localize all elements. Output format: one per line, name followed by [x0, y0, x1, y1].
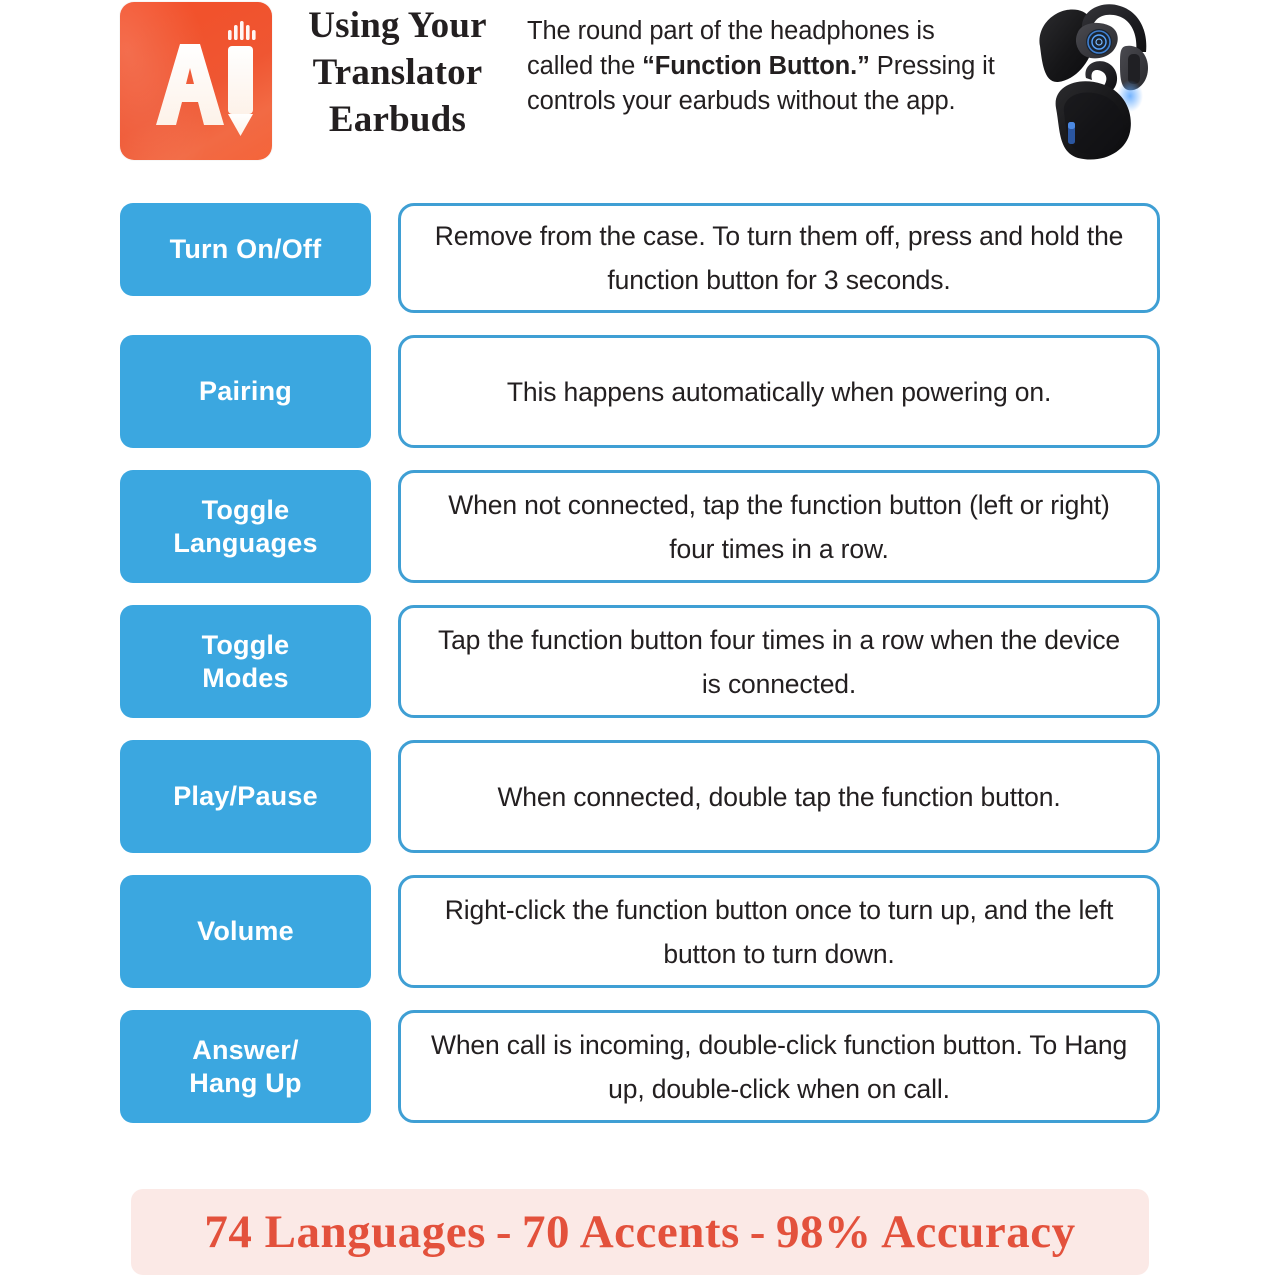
- row-label-line-2: Hang Up: [189, 1067, 302, 1098]
- instruction-row: [120, 470, 1160, 583]
- footer-separator-1: -: [495, 1206, 513, 1258]
- footer-stat-accuracy: 98% Accuracy: [775, 1206, 1076, 1258]
- ai-translator-app-logo-icon: [120, 2, 272, 160]
- page-title-line-2: Translator: [312, 52, 483, 93]
- intro-text-part-1: The round part of the headphones is called the: [527, 17, 935, 80]
- row-label-line-1: Turn On/Off: [169, 234, 322, 264]
- app-logo-container: [120, 0, 280, 162]
- instruction-row: [120, 1010, 1160, 1123]
- instruction-rows: [120, 203, 1160, 1123]
- row-description-pairing: This happens automatically when powering on.: [398, 335, 1160, 448]
- footer-stat-accents: 70 Accents: [522, 1206, 740, 1258]
- row-label-line-1: Toggle: [201, 629, 290, 660]
- intro-text-bold: “Function Button.”: [642, 52, 870, 80]
- row-label-turn-on-off[interactable]: [120, 203, 371, 296]
- page-title: [290, 0, 505, 143]
- row-label-answer-hang-up[interactable]: [120, 1010, 371, 1123]
- logo-ai-glyph-icon: [120, 2, 272, 160]
- row-label-line-1: Answer/: [192, 1034, 299, 1065]
- intro-paragraph: [527, 0, 1026, 119]
- earbuds-product-image: [1020, 0, 1180, 180]
- row-description-volume: Right-click the function button once to turn up, and the left button to turn down.: [398, 875, 1160, 988]
- row-description-toggle-modes: Tap the function button four times in a row when the device is connected.: [398, 605, 1160, 718]
- footer-stat-languages: 74 Languages: [204, 1206, 486, 1258]
- instruction-row: [120, 875, 1160, 988]
- row-description-toggle-languages: When not connected, tap the function button (left or right) four times in a row.: [398, 470, 1160, 583]
- row-label-toggle-modes[interactable]: [120, 605, 371, 718]
- footer-stats-text: [204, 1207, 1075, 1257]
- intro-text-part-2: Pressing it controls your earbuds without the app.: [527, 52, 995, 115]
- row-label-toggle-languages[interactable]: [120, 470, 371, 583]
- page-title-line-3: Earbuds: [328, 99, 467, 140]
- row-label-line-2: Modes: [202, 662, 289, 693]
- footer-stats-banner: [131, 1189, 1149, 1275]
- earbuds-illustration-icon: [1020, 0, 1180, 180]
- page-title-line-1: Using Your: [308, 5, 487, 46]
- instruction-row: [120, 335, 1160, 448]
- row-label-line-1: Volume: [197, 916, 294, 946]
- instruction-row: [120, 605, 1160, 718]
- row-label-pairing[interactable]: [120, 335, 371, 448]
- row-description-play-pause: When connected, double tap the function button.: [398, 740, 1160, 853]
- row-label-volume[interactable]: [120, 875, 371, 988]
- row-description-turn-on-off: Remove from the case. To turn them off, press and hold the function button for 3 seconds.: [398, 203, 1160, 313]
- row-label-line-1: Toggle: [201, 494, 290, 525]
- instruction-row: [120, 203, 1160, 313]
- instruction-row: [120, 740, 1160, 853]
- row-label-line-2: Languages: [173, 527, 318, 558]
- row-label-line-1: Pairing: [199, 376, 292, 406]
- header: [120, 0, 1180, 185]
- footer-separator-2: -: [749, 1206, 766, 1258]
- row-label-play-pause[interactable]: [120, 740, 371, 853]
- row-label-line-1: Play/Pause: [173, 781, 318, 811]
- row-description-answer-hang-up: When call is incoming, double-click function button. To Hang up, double-click when on call.: [398, 1010, 1160, 1123]
